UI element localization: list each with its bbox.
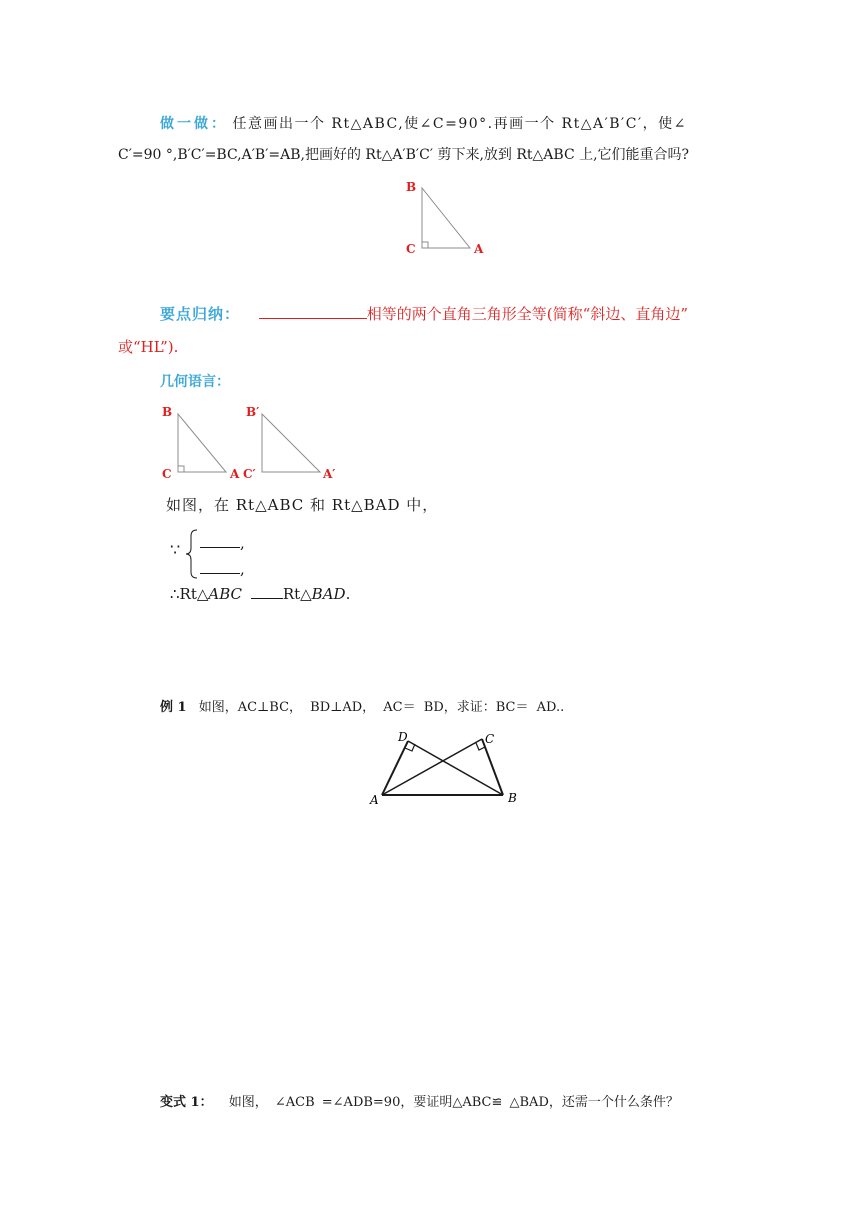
therefore-rt: ∴Rt△ [170,585,209,603]
vertex-label-a: A [230,467,240,481]
vertex-label-c: C [162,467,172,481]
vertex-label-b-prime: B′ [246,405,260,419]
key-point-line1 [160,300,760,327]
rt-prefix: Rt△ [282,585,312,603]
condition-blank1 [200,532,240,548]
triangle-bad-name: BAD [311,585,346,603]
example1-line [160,698,564,718]
curly-brace [185,528,199,580]
activity-text-line1: 任意画出一个 Rt△ABC,使∠C=90°.再画一个 Rt△A′B′C′，使∠ [232,116,687,132]
condition-line2: , [200,558,245,578]
point-label-c: C [485,732,495,746]
vertex-label-b: B [162,405,173,419]
condition-blank2 [200,558,240,574]
conclusion-blank [251,583,283,599]
right-triangle-figure [400,178,490,258]
triangle-abc-figure [158,402,248,482]
vertex-label-a: A [474,242,484,256]
example1-figure [366,726,526,810]
variant1-text: 如图， ∠ACB =∠ADB=90，要证明△ABC≌ △BAD，还需一个什么条件？ [228,1095,679,1110]
vertex-label-c-prime: C′ [243,467,256,481]
activity-paragraph [160,112,730,136]
triangle-a-prime-figure [242,402,342,482]
triangle-abc-name: ABC [208,585,243,603]
variant1-line [160,1093,679,1113]
activity-text-line2: C′=90 °,B′C′=BC,A′B′=AB,把画好的 Rt△A′B′C′ 剪下来,放到 Rt△ABC 上,它们能重合吗? [118,147,690,163]
vertex-label-a-prime: A′ [323,467,336,481]
key-point-heading: 要点归纳： [160,305,241,323]
key-point-text-line2: 或“HL”). [118,338,179,356]
point-label-a: A [370,793,379,807]
key-point-text-line1: 相等的两个直角三角形全等(简称“斜边、直角边” [366,305,688,323]
because-symbol: ∵ [170,540,181,559]
vertex-label-b: B [406,180,417,194]
activity-heading: 做一做： [160,116,228,132]
geometry-language-heading: 几何语言： [160,374,230,390]
point-label-d: D [398,730,408,744]
geometry-statement: 如图，在 Rt△ABC 和 Rt△BAD 中， [166,496,439,514]
point-label-b: B [508,791,517,805]
condition-line1: , [200,532,245,552]
example1-text: 如图，AC⊥BC， BD⊥AD， AC＝ BD，求证：BC＝ AD.. [198,700,565,715]
variant1-label: 变式 1： [160,1095,213,1110]
conclusion-line: ∴Rt△ABC Rt△BAD. [170,585,351,603]
example1-label: 例 1 [160,700,187,715]
key-point-blank [259,300,367,319]
vertex-label-c: C [406,242,416,256]
